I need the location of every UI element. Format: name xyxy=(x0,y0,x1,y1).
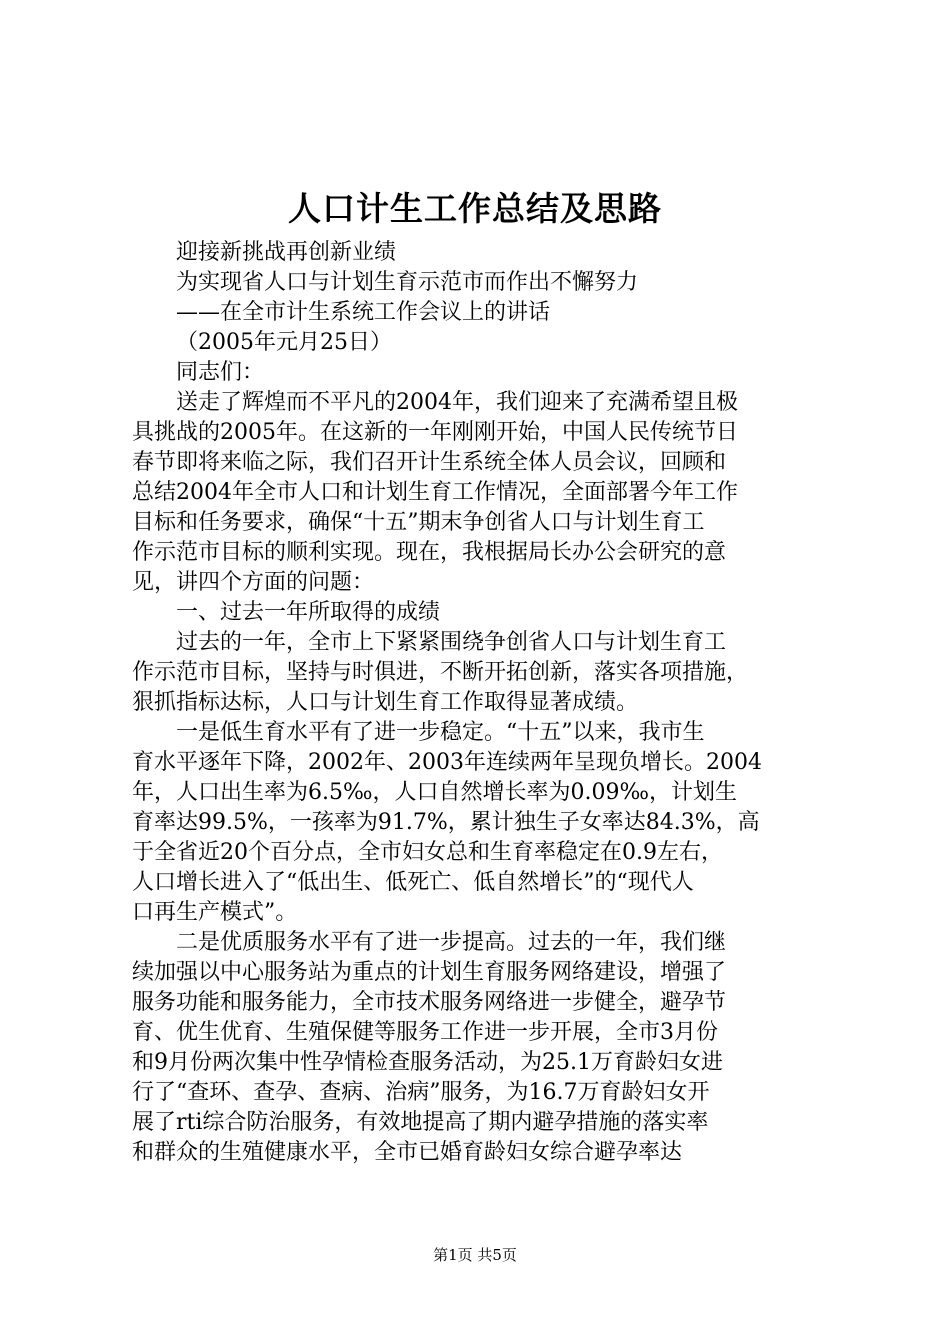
subtitle-line-2: 为实现省人口与计划生育示范市而作出不懈努力 xyxy=(176,270,639,295)
date-line: （2005年元月25日） xyxy=(176,330,392,355)
paragraph-line: 见，讲四个方面的问题： xyxy=(132,570,375,595)
paragraph-line: 作示范市目标，坚持与时俱进，不断开拓创新，落实各项措施， xyxy=(132,660,749,685)
paragraph-line: 送走了辉煌而不平凡的2004年，我们迎来了充满希望且极 xyxy=(176,390,738,415)
paragraph-line: 目标和任务要求，确保“十五”期末争创省人口与计划生育工 xyxy=(132,510,705,535)
paragraph-line: 和9月份两次集中性孕情检查服务活动，为25.1万育龄妇女进 xyxy=(132,1050,723,1075)
document-title: 人口计生工作总结及思路 xyxy=(288,189,662,228)
subtitle-line-1: 迎接新挑战再创新业绩 xyxy=(176,240,397,265)
salutation: 同志们： xyxy=(176,360,265,385)
paragraph-line: 狠抓指标达标，人口与计划生育工作取得显著成绩。 xyxy=(132,690,639,715)
paragraph-line: 育率达99.5%，一孩率为91.7%，累计独生子女率达84.3%，高 xyxy=(132,810,760,835)
paragraph-line: 过去的一年，全市上下紧紧围绕争创省人口与计划生育工 xyxy=(176,630,727,655)
paragraph-line: 具挑战的2005年。在这新的一年刚刚开始，中国人民传统节日 xyxy=(132,420,738,445)
paragraph-line: 和群众的生殖健康水平，全市已婚育龄妇女综合避孕率达 xyxy=(132,1140,683,1165)
paragraph-line: 育水平逐年下降，2002年、2003年连续两年呈现负增长。2004 xyxy=(132,750,762,775)
document-body xyxy=(132,238,832,1168)
paragraph-line: 春节即将来临之际，我们召开计生系统全体人员会议，回顾和 xyxy=(132,450,727,475)
paragraph-line: 续加强以中心服务站为重点的计划生育服务网络建设，增强了 xyxy=(132,960,727,985)
paragraph-line: 一是低生育水平有了进一步稳定。“十五”以来，我市生 xyxy=(176,720,705,745)
paragraph-line: 行了“查环、查孕、查病、治病”服务，为16.7万育龄妇女开 xyxy=(132,1080,710,1105)
paragraph-line: 二是优质服务水平有了进一步提高。过去的一年，我们继 xyxy=(176,930,727,955)
paragraph-line: 人口增长进入了“低出生、低死亡、低自然增长”的“现代人 xyxy=(132,870,694,895)
paragraph-line: 总结2004年全市人口和计划生育工作情况，全面部署今年工作 xyxy=(132,480,738,505)
section-heading: 一、过去一年所取得的成绩 xyxy=(176,600,441,625)
paragraph-line: 年，人口出生率为6.5‰，人口自然增长率为0.09‰，计划生 xyxy=(132,780,738,805)
page-number-footer: 第1页 共5页 xyxy=(433,1246,517,1264)
subtitle-line-3: ——在全市计生系统工作会议上的讲话 xyxy=(176,300,551,325)
paragraph-line: 作示范市目标的顺利实现。现在，我根据局长办公会研究的意 xyxy=(132,540,727,565)
paragraph-line: 于全省近20个百分点，全市妇女总和生育率稳定在0.9左右， xyxy=(132,840,723,865)
paragraph-line: 口再生产模式”。 xyxy=(132,900,298,925)
paragraph-line: 展了rti综合防治服务，有效地提高了期内避孕措施的落实率 xyxy=(132,1110,709,1135)
paragraph-line: 育、优生优育、生殖保健等服务工作进一步开展，全市3月份 xyxy=(132,1020,718,1045)
paragraph-line: 服务功能和服务能力，全市技术服务网络进一步健全，避孕节 xyxy=(132,990,727,1015)
